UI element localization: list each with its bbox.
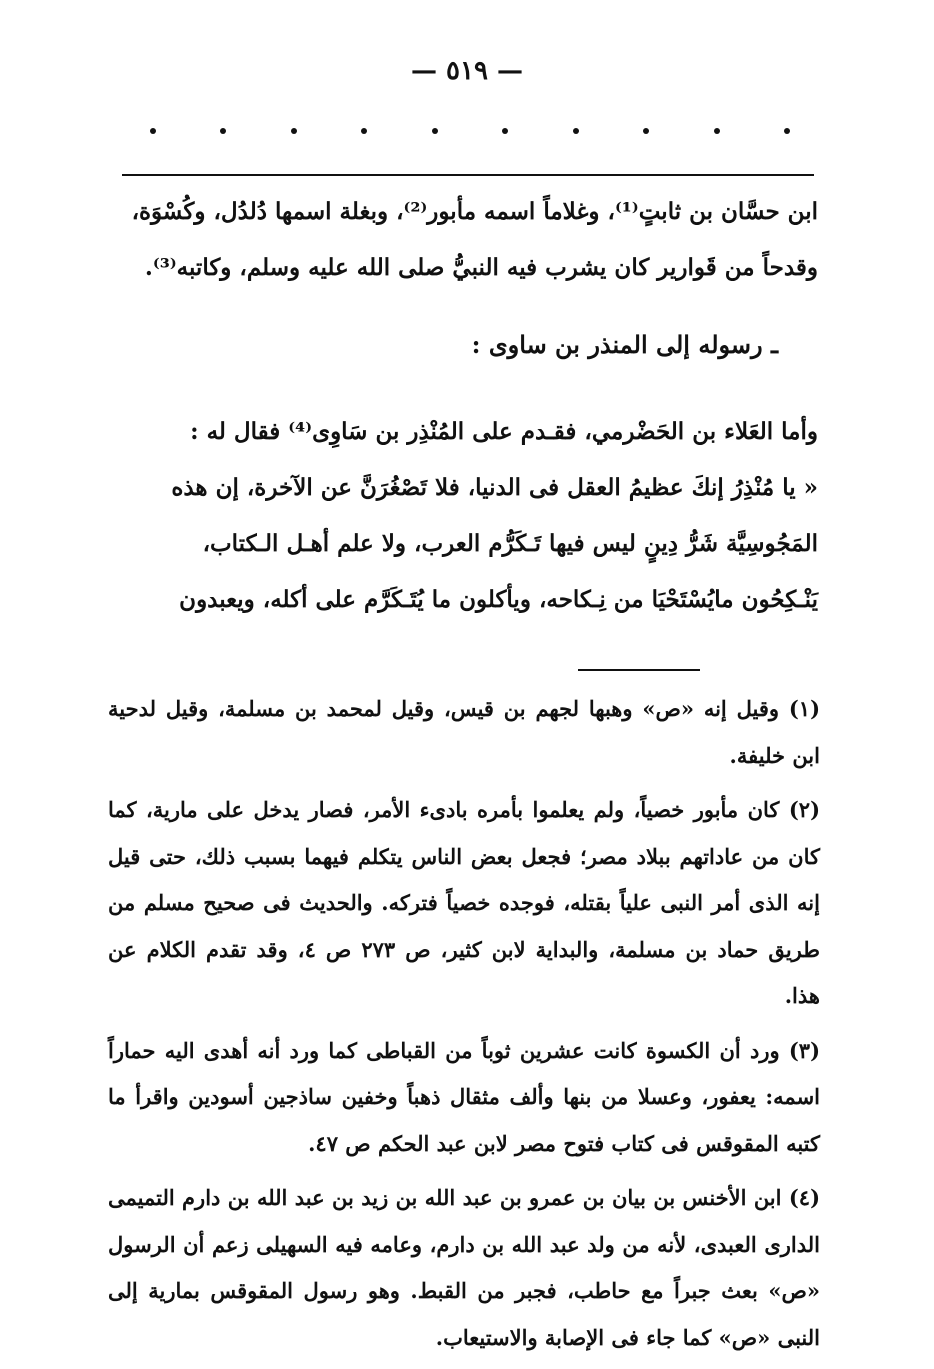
separator-dot [361,128,367,134]
separator-dot [291,128,297,134]
separator-dot [573,128,579,134]
text-line: المَجُوسِيَّة شَرُّ دِينٍ ليس فيها تَـكَرُّم العرب، ولا علم أهـل الـكتاب، [202,530,818,557]
separator-dot [714,128,720,134]
main-paragraph [118,404,818,628]
dot-separator [150,128,790,134]
footnote: (٢) كان مأبور خصياً، ولم يعلموا بأمره بادىء الأمر، فصار يدخل على مارية، كما كان من عاداتهم ببلاد مصر؛ فجعل بعض الناس يتكلم فيهما بسبب ذلك، حتى قيل إنه الذى أمر النبى علياً بقتله، فوجده خصياً فتركه. والحديث فى صحيح مسلم من طريق حماد بن مسلمة، والبداية لابن كثير، ص ٢٧٣ ص ٤، وقد تقدم الكلام عن هذا. [108,797,820,1008]
separator-dot [432,128,438,134]
footnote-rule [578,669,700,671]
text-line: ابن حسَّان بن ثابتٍ⁽¹⁾، وغلاماً اسمه مأبور⁽²⁾، وبغلة اسمها دُلدُل، وكُسْوَة، [131,198,818,225]
footnotes [108,686,820,1369]
footnote: (٤) ابن الأخنس بن بيان بن عمرو بن عبد الله بن زيد بن عبد الله بن دارم التميمى الدارى العبدى، لأنه من ولد عبد الله بن دارم، وعامه فيه السهيلى زعم أن الرسول «ص» بعث جبراً مع حاطب، فجبر من القبط. وهو رسول المقوقس بمارية إلى النبى «ص» كما جاء فى الإصابة والاستيعاب. [108,1185,820,1350]
footnote: (١) وقيل إنه «ص» وهبها لجهم بن قيس، وقيل لمحمد بن مسلمة، وقيل لدحية ابن خليفة. [108,696,820,768]
text-line: يَنْـكِحُون مايُسْتَحْيَا من نِـكاحه، ويأكلون ما يُتَـكَرَّم على أكله، ويعبدون [179,586,818,613]
separator-dot [150,128,156,134]
separator-dot [502,128,508,134]
section-heading: ـ رسوله إلى المنذر بن ساوى : [471,330,778,359]
separator-dot [784,128,790,134]
page-number: — ٥١٩ — [410,56,524,86]
separator-dot [643,128,649,134]
continued-text [118,184,818,296]
text-line: وقدحاً من قَوارير كان يشرب فيه النبيُّ صلى الله عليه وسلم، وكاتبه⁽³⁾. [144,254,818,281]
separator-dot [220,128,226,134]
text-line: « يا مُنْذِرُ إنكَ عظيمُ العقل فى الدنيا، فلا تَصْغُرَنَّ عن الآخرة، إن هذه [171,474,818,501]
footnote: (٣) ورد أن الكسوة كانت عشرين ثوباً من القباطى كما ورد أنه أهدى اليه حماراً اسمه: يعفور، وعسلا من بنها وألف مثقال ذهباً وخفين ساذجين أسودين واقرأ ما كتبه المقوقس فى كتاب فتوح مصر لابن عبد الحكم ص ٤٧. [108,1037,820,1156]
top-rule [122,174,814,176]
text-line: وأما العَلاء بن الحَضْرمي، فقـدم على المُنْذِر بن سَاوِى⁽⁴⁾ فقال له : [190,418,818,445]
